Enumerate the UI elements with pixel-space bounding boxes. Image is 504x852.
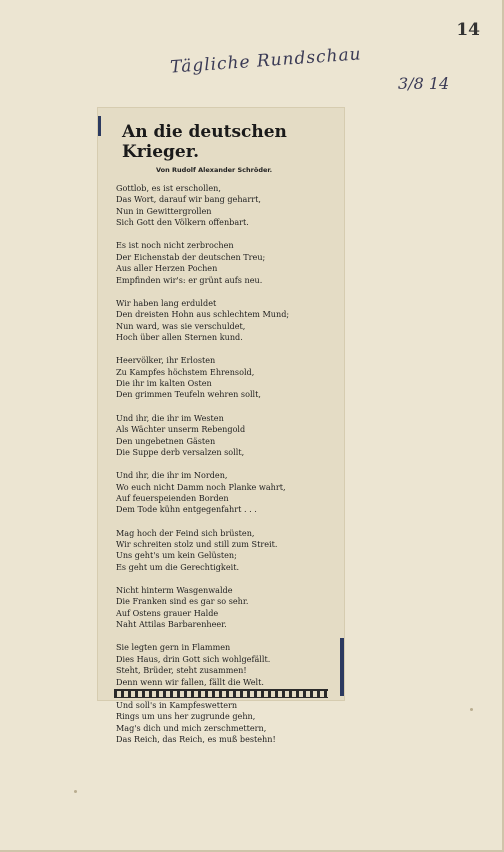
poem-line: Empfinden wir's: er grünt aufs neu. xyxy=(116,274,263,285)
poem-stanza xyxy=(116,183,334,229)
poem-line: Und ihr, die ihr im Norden, xyxy=(116,470,228,481)
poem-stanza xyxy=(116,470,334,516)
poem-title: An die deutschen Krieger. xyxy=(122,122,287,162)
handwritten-source-note: Tägliche Rundschau xyxy=(169,44,363,78)
clipping-edge-mark xyxy=(98,116,101,136)
poem-line: Das Reich, das Reich, es muß bestehn! xyxy=(116,734,276,745)
poem-line: Das Wort, darauf wir bang geharrt, xyxy=(116,194,261,205)
poem-line: Auf Ostens grauer Halde xyxy=(116,607,219,618)
poem-line: Mag's dich und mich zerschmettern, xyxy=(116,722,267,733)
poem-line: Die Suppe derb versalzen sollt, xyxy=(116,446,245,457)
poem-body xyxy=(116,183,334,745)
poem-stanza xyxy=(116,413,334,459)
poem-line: Hoch über allen Sternen kund. xyxy=(116,332,243,343)
poem-line: Es geht um die Gerechtigkeit. xyxy=(116,561,240,572)
poem-line: Wo euch nicht Damm noch Planke wahrt, xyxy=(116,481,286,492)
poem-stanza xyxy=(116,240,334,286)
poem-line: Nicht hinterm Wasgenwalde xyxy=(116,584,233,595)
poem-line: Wir schreiten stolz und still zum Streit. xyxy=(116,538,278,549)
poem-line: Den ungebetnen Gästen xyxy=(116,435,216,446)
handwritten-date: 3/8 14 xyxy=(398,74,450,93)
poem-line: Aus aller Herzen Pochen xyxy=(116,263,218,274)
newspaper-clipping xyxy=(98,108,344,745)
poem-line: Rings um uns her zugrunde gehn, xyxy=(116,711,256,722)
poem-line: Mag hoch der Feind sich brüsten, xyxy=(116,527,255,538)
poem-line: Als Wächter unserm Rebengold xyxy=(116,424,246,435)
paper-speck xyxy=(74,790,77,793)
poem-line: Der Eichenstab der deutschen Treu; xyxy=(116,251,266,262)
poem-line: Heervölker, ihr Erlosten xyxy=(116,355,216,366)
poem-line: Die ihr im kalten Osten xyxy=(116,378,212,389)
poem-line: Gottlob, es ist erschollen, xyxy=(116,183,221,193)
poem-stanza xyxy=(116,298,334,344)
poem-stanza xyxy=(116,355,334,401)
poem-line: Zu Kampfes höchstem Ehrensold, xyxy=(116,366,255,377)
poem-line: Denn wenn wir fallen, fällt die Welt. xyxy=(116,676,264,687)
poem-line: Dem Tode kühn entgegenfahrt . . . xyxy=(116,504,257,515)
poem-line: Es ist noch nicht zerbrochen xyxy=(116,240,234,251)
poem-line: Steht, Brüder, steht zusammen! xyxy=(116,665,247,676)
ornament-rule xyxy=(114,689,328,698)
poem-stanza xyxy=(116,642,334,688)
paper-speck xyxy=(470,708,473,711)
poem-line: Sich Gott den Völkern offenbart. xyxy=(116,217,249,228)
poem-line: Nun ward, was sie verschuldet, xyxy=(116,320,246,331)
page-number: 14 xyxy=(456,20,480,40)
poem-line: Und ihr, die ihr im Westen xyxy=(116,412,224,423)
poem-line: Wir haben lang erduldet xyxy=(116,297,217,308)
poem-stanza xyxy=(116,700,334,746)
poem-stanza xyxy=(116,528,334,574)
poem-line: Uns geht's um kein Gelüsten; xyxy=(116,550,237,561)
poem-line: Den dreisten Hohn aus schlechtem Mund; xyxy=(116,309,290,320)
poem-line: Den grimmen Teufeln wehren sollt, xyxy=(116,389,261,400)
poem-line: Sie legten gern in Flammen xyxy=(116,642,231,653)
poem-line: Naht Attilas Barbarenheer. xyxy=(116,619,227,630)
poem-line: Die Franken sind es gar so sehr. xyxy=(116,596,249,607)
poem-stanza xyxy=(116,585,334,631)
clipping-edge-mark xyxy=(340,638,344,696)
poem-author: Von Rudolf Alexander Schröder. xyxy=(156,166,273,174)
poem-line: Auf feuerspeienden Borden xyxy=(116,492,229,503)
poem-line: Dies Haus, drin Gott sich wohlgefällt. xyxy=(116,653,271,664)
poem-line: Nun in Gewittergrollen xyxy=(116,205,212,216)
poem-line: Und soll's in Kampfeswettern xyxy=(116,699,238,710)
